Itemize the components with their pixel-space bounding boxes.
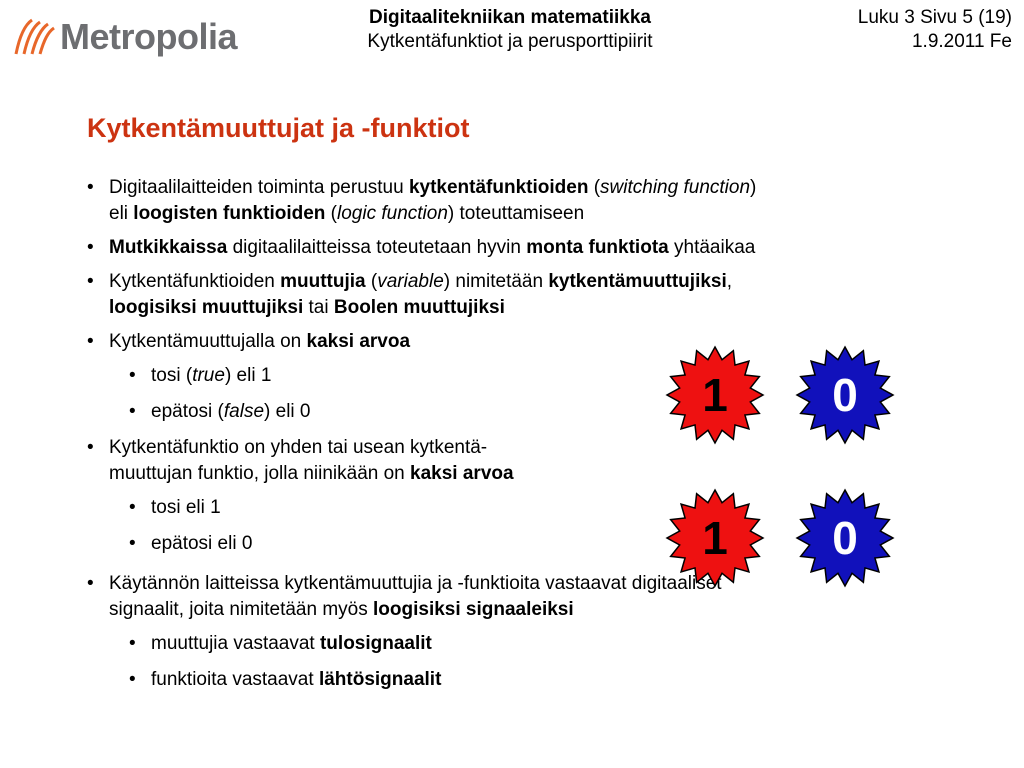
starburst-value: 0 [832, 512, 858, 564]
bullet-text: tai [303, 297, 334, 318]
bullet-dot: • [87, 331, 94, 352]
slide-title: Kytkentämuuttujat ja -funktiot [87, 113, 470, 143]
bullet-text: eli [109, 203, 134, 224]
starburst-value: 1 [702, 369, 728, 421]
bullet-text: signaalit, joita nimitetään myös [109, 599, 374, 620]
bullet-text: muuttujan funktio, jolla niinikään on [109, 463, 411, 484]
bullet-dot: • [87, 271, 94, 292]
bullet-italic: variable [377, 271, 444, 292]
bullet-dot: • [87, 177, 94, 198]
subbullet-input-signals [87, 631, 1007, 657]
starburst-zero-bottom [795, 488, 895, 588]
starburst-one-top [665, 345, 765, 445]
bullet-bold: Mutkikkaissa [109, 237, 228, 258]
bullet-text: epätosi eli 0 [151, 533, 253, 554]
page-info [752, 6, 1012, 54]
bullet-dot: • [87, 437, 94, 458]
bullet-bold: loogisten funktioiden [133, 203, 326, 224]
bullet-text: funktioita vastaavat [151, 669, 319, 690]
bullet-text: digitaalilaitteissa toteutetaan hyvin [227, 237, 527, 258]
bullet-bold: kaksi arvoa [410, 463, 514, 484]
course-title: Digitaalitekniikan matematiikka [369, 7, 651, 28]
bullet-text: ) [750, 177, 757, 198]
subbullet-output-signals [87, 667, 1007, 693]
bullet-dot: • [87, 573, 94, 594]
bullet-text: Kytkentämuuttujalla on [109, 331, 307, 352]
starburst-zero-top [795, 345, 895, 445]
metropolia-logo [10, 14, 238, 62]
bullet-dot: • [129, 365, 136, 386]
bullet-text: ) eli 0 [264, 401, 311, 422]
bullet-bold: kytkentämuuttujiksi [548, 271, 727, 292]
bullet-bold: lähtösignaalit [318, 669, 442, 690]
bullet-text: Käytännön laitteissa kytkentämuuttujia ja -funktioita vastaavat digitaaliset [109, 573, 722, 594]
course-header [280, 6, 740, 54]
bullet-bold: monta funktiota [526, 237, 669, 258]
bullet-text: ) toteuttamiseen [447, 203, 585, 224]
metropolia-logo-icon [10, 14, 58, 62]
bullet-complex-devices [87, 235, 1007, 261]
bullet-text: ( [365, 271, 378, 292]
course-subtitle: Kytkentäfunktiot ja perusporttipiirit [367, 31, 653, 52]
bullet-text: Kytkentäfunktioiden [109, 271, 281, 292]
bullet-dot: • [129, 633, 136, 654]
bullet-bold: kaksi arvoa [306, 331, 411, 352]
starburst-value: 0 [832, 369, 858, 421]
bullet-italic: true [192, 365, 225, 386]
bullet-dot: • [87, 237, 94, 258]
bullet-bold: kytkentäfunktioiden [408, 177, 589, 198]
chapter-page: Luku 3 Sivu 5 (19) [857, 7, 1012, 28]
bullet-dot: • [129, 669, 136, 690]
bullet-variables [87, 269, 1007, 321]
bullet-bold: Boolen muuttujiksi [333, 297, 505, 318]
bullet-text: ) eli 1 [224, 365, 272, 386]
bullet-text: ) nimitetään [443, 271, 549, 292]
bullet-bold: tulosignaalit [319, 633, 432, 654]
bullet-italic: switching function [600, 177, 751, 198]
bullet-text: Digitaalilaitteiden toiminta perustuu [109, 177, 409, 198]
logo-wordmark: Metropolia [60, 16, 238, 57]
bullet-text: tosi ( [151, 365, 193, 386]
starburst-value: 1 [702, 512, 728, 564]
bullet-dot: • [129, 533, 136, 554]
bullet-text: , [726, 271, 733, 292]
date-author: 1.9.2011 Fe [911, 31, 1012, 52]
bullet-switching-functions [87, 175, 1007, 227]
bullet-text: muuttujia vastaavat [151, 633, 320, 654]
bullet-text: yhtäaikaa [668, 237, 756, 258]
bullet-bold: loogisiksi muuttujiksi [109, 297, 304, 318]
bullet-text: ( [588, 177, 601, 198]
bullet-dot: • [129, 401, 136, 422]
bullet-text: Kytkentäfunktio on yhden tai usean kytkentä- [109, 437, 488, 458]
bullet-italic: logic function [337, 203, 448, 224]
bullet-bold: loogisiksi signaaleiksi [373, 599, 574, 620]
bullet-italic: false [223, 401, 265, 422]
bullet-text: ( [325, 203, 338, 224]
bullet-text: epätosi ( [151, 401, 224, 422]
bullet-dot: • [129, 497, 136, 518]
bullet-bold: muuttujia [280, 271, 366, 292]
bullet-text: tosi eli 1 [151, 497, 221, 518]
starburst-one-bottom [665, 488, 765, 588]
